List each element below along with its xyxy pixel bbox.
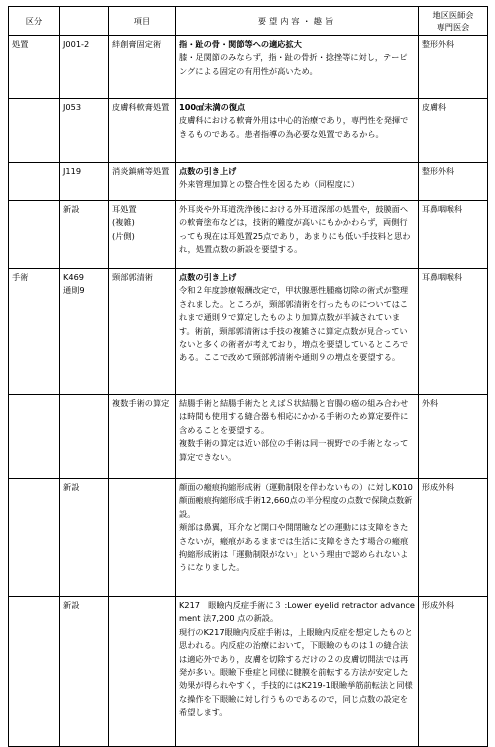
row-body: 顔面の瘢痕拘縮形成術（運動制限を伴わないもの）に対しK010 顔面瘢痕拘縮形成手術12,660点の半分程度の点数で保険点数新設。 bbox=[179, 482, 422, 519]
row-item-line: (片側) bbox=[112, 230, 135, 241]
row-body: 令和２年度診療報酬改定で，甲状腺悪性腫瘍切除の術式が整理されました。ところが，頸部郭清術を行ったものについてはこれまで通則９で算定したものより加算点数が半減されています。術前，頸部郭清術は手技の複雑さに算定点数が見合っていないと多くの術者が考えており，増点を要望しているところである。ここで改めて頸部郭清術や通則９の増点を要望する。 bbox=[179, 285, 409, 363]
header-dept-line2: 専門医会 bbox=[436, 22, 470, 32]
row-title: 100㎠未満の復点 bbox=[179, 102, 246, 112]
row-category bbox=[9, 597, 60, 747]
row-item bbox=[109, 597, 176, 747]
row-body: 皮膚科における軟膏外用は中心的治療であり，専門性を発揮できるものである。患者指導の為必要な処置であるから。 bbox=[179, 115, 409, 139]
row-item bbox=[109, 201, 176, 269]
row-body: 現行のK217眼瞼内反症手術は，上眼瞼内反症を想定したものと思われる。内反症の治療において，下眼瞼のものは１の縫合法は適応外であり，皮膚を切除するだけの２の皮膚切開法では再発が多い。眼瞼下垂症と同様に腱膜を前転する方法が安定した効果が得られやすく，手技的にはK219-1眼瞼挙筋前転法と同様な操作を下眼瞼に対し行うものであるので，同じ点数の設定を希望します。 bbox=[179, 626, 413, 718]
row-dept: 整形外科 bbox=[419, 163, 488, 201]
header-item: 項目 bbox=[109, 7, 176, 36]
table-row bbox=[9, 269, 488, 395]
row-title: 点数の引き上げ bbox=[179, 272, 237, 282]
row-category bbox=[9, 201, 60, 269]
row-code bbox=[60, 395, 109, 479]
row-code-line: 通則9 bbox=[63, 285, 85, 296]
row-content bbox=[176, 201, 419, 269]
row-content bbox=[176, 395, 419, 479]
header-dept-line1: 地区医師会 bbox=[432, 10, 474, 20]
row-content bbox=[176, 479, 422, 597]
row-item: 消炎鎮痛等処置 bbox=[109, 163, 176, 201]
row-content bbox=[176, 597, 419, 747]
row-category bbox=[9, 163, 60, 201]
row-category: 手術 bbox=[9, 269, 60, 395]
row-content bbox=[176, 99, 419, 163]
row-item bbox=[109, 479, 176, 597]
header-category: 区分 bbox=[9, 7, 60, 36]
row-body: 複数手術の算定は近い部位の手術は同一視野での手術となって算定できない。 bbox=[179, 438, 409, 462]
row-code: J053 bbox=[60, 99, 109, 163]
row-item-line: (複雑) bbox=[112, 217, 135, 228]
request-table bbox=[8, 6, 488, 747]
row-item: 頸部郭清術 bbox=[109, 269, 176, 395]
table-row bbox=[9, 597, 488, 747]
row-dept: 皮膚科 bbox=[419, 99, 488, 163]
table-row bbox=[9, 163, 488, 201]
row-item: 複数手術の算定 bbox=[109, 395, 176, 479]
row-code: 新設 bbox=[60, 201, 109, 269]
row-category: 処置 bbox=[9, 36, 60, 99]
row-dept: 耳鼻咽喉科 bbox=[419, 201, 488, 269]
table-row bbox=[9, 36, 488, 99]
row-content bbox=[176, 269, 419, 395]
row-code: J001-2 bbox=[60, 36, 109, 99]
row-title: 点数の引き上げ bbox=[179, 166, 237, 176]
row-content bbox=[176, 163, 419, 201]
row-dept: 耳鼻咽喉科 bbox=[419, 269, 488, 395]
table-header-row bbox=[9, 7, 488, 36]
row-category bbox=[9, 479, 60, 597]
row-item: 皮膚科軟膏処置 bbox=[109, 99, 176, 163]
table-row bbox=[9, 201, 488, 269]
row-code-line: K469 bbox=[63, 272, 84, 282]
row-body: K217 眼瞼内反症手術に３ :Lower eyelid retractor advancement 法7,200 点の新設。 bbox=[179, 600, 415, 624]
header-code bbox=[60, 7, 109, 36]
row-dept: 形成外科 bbox=[419, 597, 488, 747]
row-title: 指・趾の骨・関節等への適応拡大 bbox=[179, 39, 302, 49]
row-code bbox=[60, 269, 109, 395]
table-row bbox=[9, 479, 488, 597]
row-body: 外来管理加算との整合性を図るため（同程度に） bbox=[179, 179, 360, 190]
header-dept bbox=[419, 7, 488, 36]
row-code: J119 bbox=[60, 163, 109, 201]
row-item-line: 耳処置 bbox=[112, 204, 137, 214]
row-category bbox=[9, 99, 60, 163]
row-dept: 外科 bbox=[419, 395, 488, 479]
row-code: 新設 bbox=[60, 597, 109, 747]
table-row bbox=[9, 395, 488, 479]
row-dept: 整形外科 bbox=[419, 36, 488, 99]
header-content: 要望内容・趣旨 bbox=[176, 7, 419, 36]
row-body: 外耳炎や外耳道洗浄後における外耳道深部の処置や，鼓膜面への軟膏塗布などは，技術的難度が高いにもかかわらず，両側行っても現在は耳処置25点であり，あまりにも低い手技料と思われ，処置点数の新設を要望する。 bbox=[179, 204, 411, 255]
row-body: 膝・足関節のみならず，指・趾の骨折・捻挫等に対し，テーピングによる固定の有用性が高いため。 bbox=[179, 52, 408, 76]
row-code: 新設 bbox=[60, 479, 109, 597]
row-item: 絆創膏固定術 bbox=[109, 36, 176, 99]
row-content bbox=[176, 36, 419, 99]
table-row bbox=[9, 99, 488, 163]
row-body: 結腸手術と結腸手術たとえばＳ状結腸と盲腸の癌の組み合わせは時間も使用する縫合器も相応にかかる手術のため算定要件に含めることを要望する。 bbox=[179, 398, 409, 435]
row-category bbox=[9, 395, 60, 479]
row-body: 頬部は鼻翼，耳介など開口や開閉瞼などの運動には支障をきたさないが，瘢痕があるままでは生活に支障をきたす場合の瘢痕拘縮形成術は「運動制限がない」という理由で認められないようになりました。 bbox=[179, 522, 409, 573]
row-dept: 形成外科 bbox=[419, 479, 488, 597]
